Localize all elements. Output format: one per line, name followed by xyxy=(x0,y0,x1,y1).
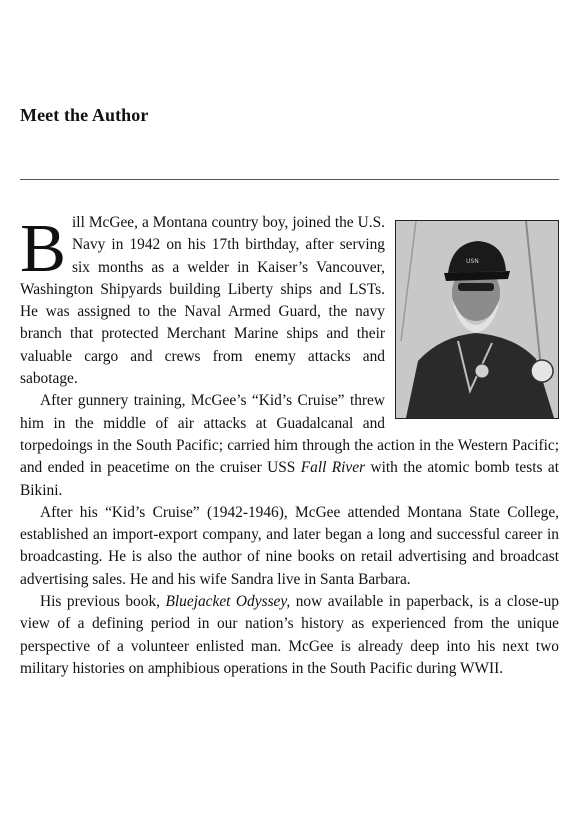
bio-paragraph-4-text-a: His previous book, xyxy=(40,593,166,611)
book-title: Bluejacket Odyssey, xyxy=(165,593,291,611)
bio-paragraph-4 xyxy=(20,591,559,680)
svg-text:USN: USN xyxy=(466,258,479,265)
bio-paragraph-3: After his “Kid’s Cruise” (1942-1946), McGee attended Montana State College, established an import-export company, and later began a long and successful career in broadcasting. He is also the author of nine books on retail advertising and broadcast advertising sales. He and his wife Sandra live in Santa Barbara. xyxy=(20,503,559,588)
drop-cap: B xyxy=(20,210,67,286)
bio-paragraph-4-text-b: now available in paperback, is a close-up view of a defining period in our nation’s history as experienced from the unique perspective of a volunteer enlisted man. McGee is already deep into his next two military histories on amphibious operations in the South Pacific during WWII. xyxy=(20,593,559,677)
bio-paragraph-1-text: ill McGee, a Montana country boy, joined the U.S. Navy in 1942 on his 17th birthday, after serving six months as a welder in Kaiser’s Vancouver, Washington Shipyards building Liberty ships and LSTs. He was assigned to the Naval Armed Guard, the navy branch that protected Merchant Marine ships and their valuable cargo and crews from enemy attacks and sabotage. xyxy=(20,214,385,388)
bio-paragraph-2-text-b: with the atomic bomb tests at Bikini. xyxy=(20,459,559,499)
bio-paragraph-2-text-a: After gunnery training, McGee’s “Kid’s Cruise” threw him in the middle of air attacks at Guadalcanal and torpedoings in the South Pacific; carried him through the action in the Western Pacific; and ended in peacetime on the cruiser USS xyxy=(20,392,559,477)
ship-name: Fall River xyxy=(300,459,366,477)
author-portrait-image xyxy=(396,221,558,418)
author-bio xyxy=(20,212,559,680)
page-title: Meet the Author xyxy=(20,105,149,125)
author-photo xyxy=(395,220,559,419)
divider xyxy=(20,179,559,180)
